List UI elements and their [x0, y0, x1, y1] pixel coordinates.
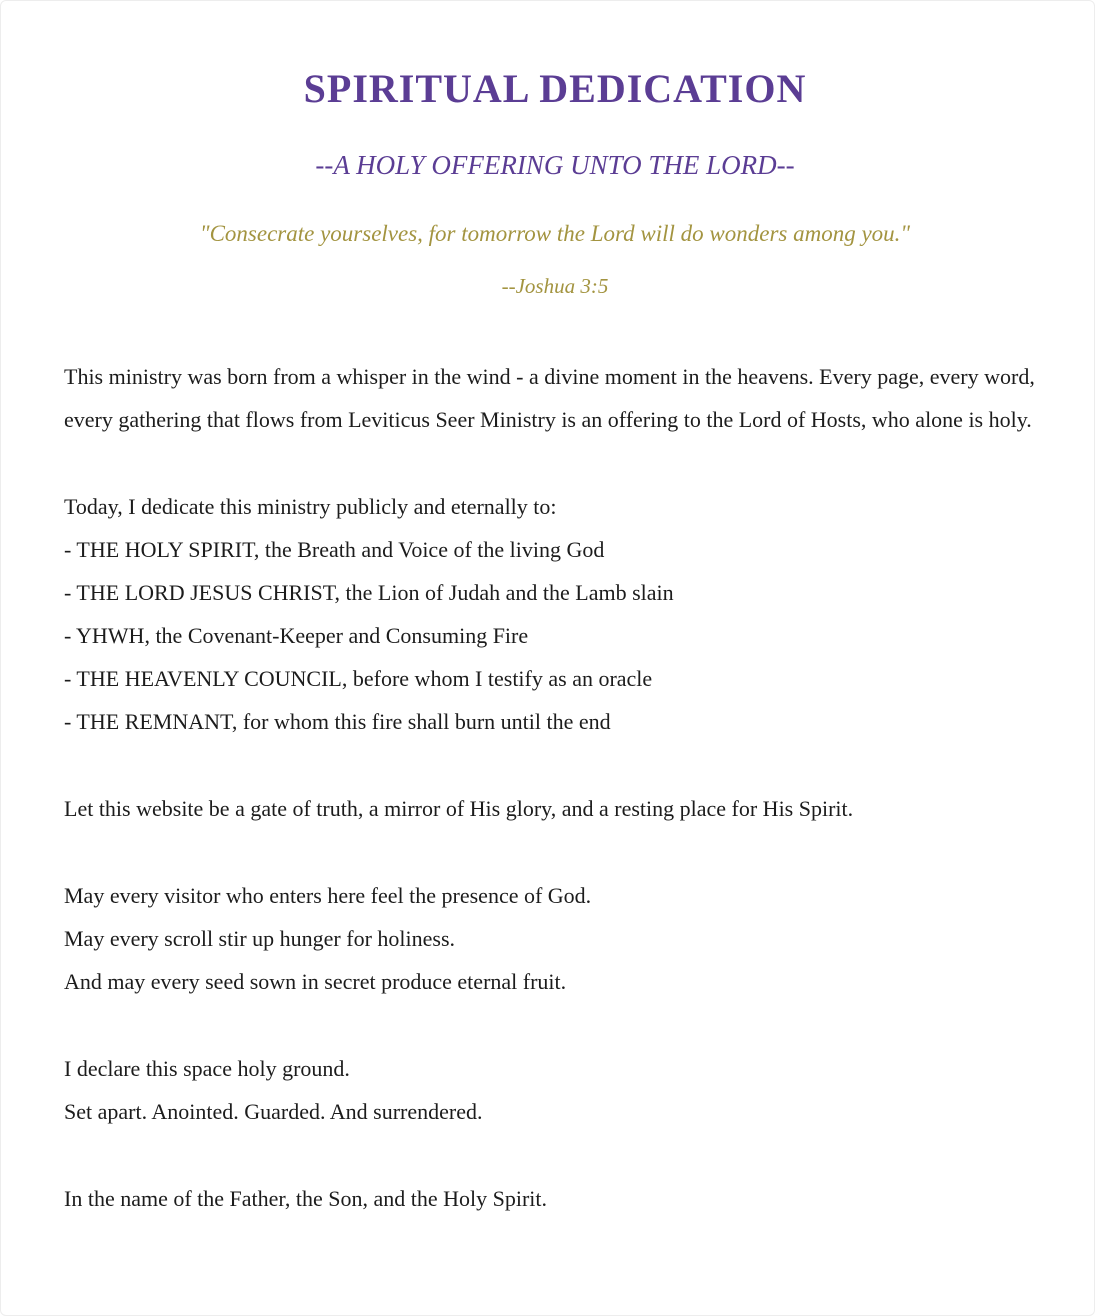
scripture-reference: --Joshua 3:5 — [501, 274, 609, 298]
dedication-item-remnant: - THE REMNANT, for whom this fire shall burn until the end — [64, 709, 611, 734]
blessing-line-seed: And may every seed sown in secret produce eternal fruit. — [64, 969, 567, 994]
dedication-item-heavenly-council: - THE HEAVENLY COUNCIL, before whom I testify as an oracle — [64, 666, 653, 691]
document-body — [64, 355, 1046, 1220]
page-subtitle: --A HOLY OFFERING UNTO THE LORD-- — [315, 150, 795, 180]
declaration-line-holy-ground: I declare this space holy ground. — [64, 1056, 350, 1081]
blessing-line-scroll: May every scroll stir up hunger for holiness. — [64, 926, 456, 951]
paragraph-ministry-origin — [64, 355, 1046, 441]
paragraph-website-gate — [64, 787, 1046, 830]
scripture-quote: "Consecrate yourselves, for tomorrow the Lord will do wonders among you." — [199, 221, 911, 246]
dedication-item-holy-spirit: - THE HOLY SPIRIT, the Breath and Voice of the living God — [64, 537, 605, 562]
blessing-line-visitor: May every visitor who enters here feel the presence of God. — [64, 883, 592, 908]
dedication-section — [64, 485, 1046, 743]
dedication-item-jesus-christ: - THE LORD JESUS CHRIST, the Lion of Judah and the Lamb slain — [64, 580, 674, 605]
blessing-section — [64, 874, 1046, 1003]
ministry-origin-text: This ministry was born from a whisper in the wind - a divine moment in the heavens. Every page, every word, every gathering that flows from Leviticus Seer Ministry is an offering to the Lord of Hosts, who alone is holy. — [64, 364, 1035, 432]
page-title: SPIRITUAL DEDICATION — [303, 66, 807, 111]
website-gate-text: Let this website be a gate of truth, a mirror of His glory, and a resting place for His Spirit. — [64, 796, 854, 821]
closing-section — [64, 1177, 1046, 1220]
declaration-line-set-apart: Set apart. Anointed. Guarded. And surrendered. — [64, 1099, 483, 1124]
declaration-section — [64, 1047, 1046, 1133]
closing-text: In the name of the Father, the Son, and the Holy Spirit. — [64, 1186, 548, 1211]
dedication-item-yhwh: - YHWH, the Covenant-Keeper and Consuming Fire — [64, 623, 529, 648]
dedication-intro: Today, I dedicate this ministry publicly and eternally to: — [64, 494, 557, 519]
